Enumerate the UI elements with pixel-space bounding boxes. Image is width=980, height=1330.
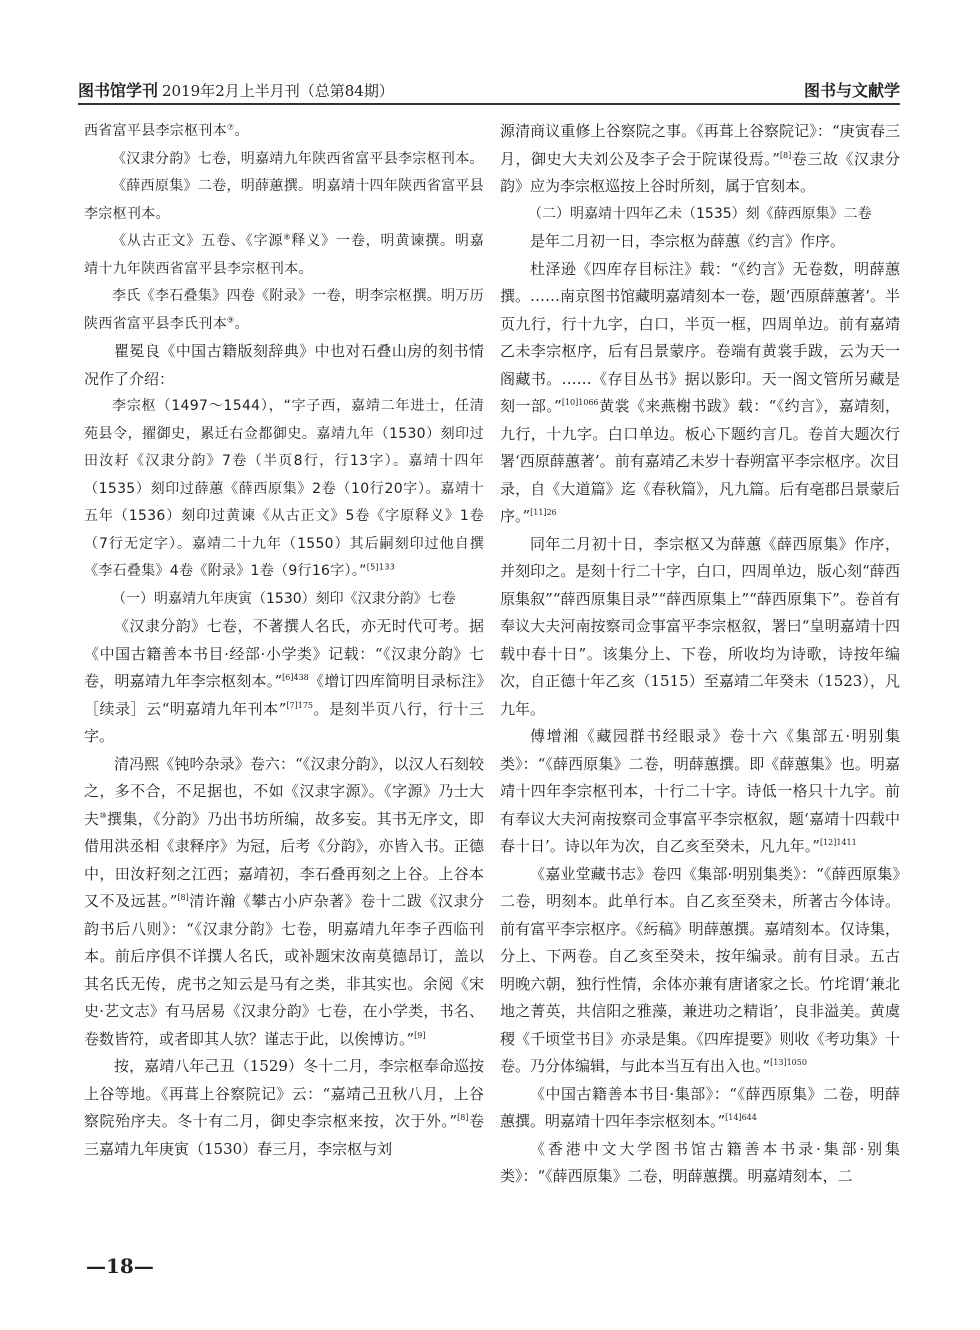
- citation-mark: [7]175: [286, 700, 314, 710]
- citation-mark: ⑧: [283, 232, 292, 242]
- paragraph-text: 李氏《李石叠集》四卷《附录》一卷，明李宗枢撰。明万历陕西省富平县李氏刊本: [84, 288, 484, 332]
- citation-mark: ⑨: [227, 314, 235, 324]
- paragraph-text: 《汉隶分韵》七卷，明嘉靖九年陕西省富平县李宗枢刊本。: [112, 150, 484, 167]
- paragraph-text: 西省富平县李宗枢刊本: [84, 123, 227, 139]
- citation-mark: [12]1411: [819, 838, 857, 847]
- paragraph: [84, 146, 484, 174]
- paragraph-text: 《香港中文大学图书馆古籍善本书录·集部·别集类》：“《薛西原集》二卷，明薛蕙撰。明嘉靖刻本，二: [500, 1139, 900, 1185]
- citation-mark: [8]: [177, 893, 189, 902]
- paragraph-text: 《汉隶分韵》七卷，不著撰人名氏，亦无时代可考。据《中国古籍善本书目·经部·小学类》记载：“《汉隶分韵》七卷，明嘉靖九年李宗枢刻本。”: [84, 617, 484, 690]
- citation-mark: [5]133: [366, 562, 396, 572]
- paragraph: [84, 613, 484, 751]
- paragraph-text: 傅增湘《藏园群书经眼录》卷十六《集部五·明别集类》：“《薛西原集》二卷，明薛蕙撰。即《薛蕙集》也。明嘉靖十四年李宗枢刊本，十行二十字。诗低一格只十九字。前有奉议大夫河南按察司佥事富平李宗枢叙，题‘嘉靖十四载中春十日’。诗以年为次，自乙亥至癸未，凡九年。”: [500, 727, 900, 855]
- paragraph: [84, 228, 484, 283]
- paragraph-text: 《嘉业堂藏书志》卷四《集部·明别集类》：“《薛西原集》二卷，明刻本。此单行本。自乙亥至癸未，所著古今体诗。前有富平李宗枢序。《䊸稿》明薛蕙撰。嘉靖刻本。仅诗集，分上、下两卷。自乙亥至癸未，按年编录。前有目录。五古明晚六朝，独行性情，余体亦兼有唐诸家之长。竹垞谓‘兼北地之菁英，共信阳之雅藻，兼进功之精诣’，良非溢美。黄虞稷《千顷堂书目》亦录是集。《四库提要》则收《考功集》十卷。乃分体编辑，与此本当互有出入也。”: [500, 864, 900, 1075]
- paragraph-text: 。: [234, 315, 249, 332]
- paragraph-text: 《从古正文》五卷、《字源: [112, 233, 284, 249]
- citation-mark: [14]644: [725, 1113, 757, 1122]
- paragraph-text: 。: [234, 123, 249, 139]
- paragraph-text: （二）明嘉靖十四年乙未（1535）刻《薛西原集》二卷: [528, 205, 872, 222]
- paragraph-text: 《中国古籍善本书目·集部》：“《薛西原集》二卷，明薛蕙撰。明嘉靖十四年李宗枢刻本。”: [500, 1084, 900, 1130]
- citation-mark: [6]438: [282, 673, 309, 682]
- paragraph-text: 李宗枢（1497～1544），“字子西，嘉靖二年进士，任清苑县令，擢御史，累迁右佥都御史。嘉靖九年（1530）刻印过田汝耔《汉隶分韵》7卷（半页8行，行13字）。嘉靖十四年（1535）刻印过薛蕙《薛西原集》2卷（10行20字）。嘉靖十五年（1536）刻印过黄谏《从古正文》5卷《字原释义》1卷（7行无定字）。嘉靖二十九年（1550）其后嗣刻印过他自撰《李石叠集》4卷《附录》1卷（9行16字）。”: [84, 398, 484, 579]
- paragraph: [84, 118, 484, 146]
- paragraph: [500, 228, 900, 256]
- paragraph: [500, 1136, 900, 1191]
- citation-mark: [13]1050: [770, 1058, 807, 1067]
- paragraph-text: 释义》一卷，明黄谏撰。明嘉靖十九年陕西省富平县李宗枢刊本。: [84, 233, 484, 277]
- section-title: 图书与文献学: [803, 81, 900, 100]
- citation-mark: [9]: [414, 1030, 426, 1040]
- citation-mark: [10]1066: [561, 398, 599, 407]
- citation-mark: [8]: [779, 150, 792, 160]
- paragraph: [84, 751, 484, 1054]
- citation-mark: ⑩: [99, 810, 107, 820]
- paragraph-text: 卷三故《汉隶分韵》应为李宗枢巡按上谷时所刻，属于官刻本。: [500, 149, 900, 195]
- paragraph-text: 撰集，《分韵》乃出书坊所编，故多妄。其书无序文，即借用洪丞相《隶释序》为冠，后考《分韵》，亦皆入书。正德中，田汝耔刻之江西；嘉靖初，李石叠再刻之上谷。上谷本又不及远甚。”: [84, 809, 484, 910]
- issue-info: 2019年2月上半月刊（总第84期）: [162, 82, 394, 100]
- paragraph: [84, 586, 484, 614]
- citation-mark: [8]: [457, 1113, 469, 1122]
- paragraph: [84, 283, 484, 338]
- paragraph-text: 卷三嘉靖九年庚寅（1530）春三月，李宗枢与刘: [84, 1112, 484, 1158]
- paragraph: [500, 723, 900, 861]
- right-column: [500, 118, 900, 1191]
- running-header: [78, 78, 900, 100]
- paragraph-text: 瞿冕良《中国古籍版刻辞典》中也对石叠山房的刻书情况作了介绍：: [84, 342, 484, 388]
- paragraph: [500, 118, 900, 201]
- paragraph-text: 清许瀚《攀古小庐杂著》卷十二跋《汉隶分韵书后八则》：“《汉隶分韵》七卷，明嘉靖九年李子西临刊本。前后序俱不详撰人名氏，或补题宋汝南莫德昂订，盖以其名氏无传，虎书之知云是马有之类，非其实也。余阅《宋史·艺文志》有马居易《汉隶分韵》七卷，在小学类，书名、卷数皆符，或者即其人欤？谨志于此，以俟博访。”: [84, 892, 484, 1048]
- paragraph: [500, 1081, 900, 1136]
- paragraph-text: 黄裳《来燕榭书跋》载：“《约言》，嘉靖刻，九行，十九字。白口单边。板心下题约言几。卷首大题次行署‘西原薛蕙著’。前有嘉靖乙未岁十春朔富平李宗枢序。次目录，自《大道篇》迄《春秋篇》，凡九篇。后有亳郡吕景蒙后序。”: [500, 397, 901, 525]
- paragraph: [84, 1053, 484, 1163]
- paragraph-text: （一）明嘉靖九年庚寅（1530）刻印《汉隶分韵》七卷: [112, 590, 456, 607]
- paragraph: [500, 256, 900, 531]
- paragraph-text: 《薛西原集》二卷，明薛蕙撰。明嘉靖十四年陕西省富平县李宗枢刊本。: [84, 178, 484, 222]
- paragraph-text: 同年二月初十日，李宗枢又为薛蕙《薛西原集》作序，并刻印之。是刻十行二十字，白口，四周单边，版心刻“薛西原集叙”“薛西原集目录”“薛西原集上”“薛西原集下”。卷首有奉议大夫河南按察司佥事富平李宗枢叙，署曰“皇明嘉靖十四载中春十日”。该集分上、下卷，所收均为诗歌，诗按年编次，自正德十年乙亥（1515）至嘉靖二年癸未（1523），凡九年。: [500, 534, 900, 718]
- citation-mark: ⑦: [227, 122, 235, 132]
- paragraph: [500, 531, 900, 724]
- page-number: —18—: [86, 1254, 154, 1278]
- paragraph-text: 按，嘉靖八年己丑（1529）冬十二月，李宗枢奉命巡按上谷等地。《再葺上谷察院记》云：“嘉靖己丑秋八月，上谷察院殆序夫。冬十有二月，御史李宗枢来按，次于外。”: [84, 1057, 484, 1130]
- paragraph-text: 源清商议重修上谷察院之事。《再葺上谷察院记》：“庚寅春三月，御史大夫刘公及李子会于院谋役焉。”: [500, 122, 900, 168]
- paragraph-text: 《增订四库简明目录标注》［续录］云“明嘉靖九年刊本”: [84, 672, 484, 718]
- journal-header: [78, 78, 394, 101]
- header-rule: [78, 103, 900, 105]
- paragraph-text: 是年二月初一日，李宗枢为薛蕙《约言》作序。: [530, 232, 846, 250]
- paragraph: [500, 861, 900, 1081]
- paragraph: [84, 338, 484, 393]
- paragraph-text: 杜泽逊《四库存目标注》载：“《约言》无卷数，明薛蕙撰。……南京图书馆藏明嘉靖刻本一卷，题‘西原薛蕙著’。半页九行，行十九字，白口，半页一框，四周单边。前有嘉靖乙未李宗枢序，后有吕景蒙序。卷端有黄裳手跋，云为天一阁藏书。……《存目丛书》据以影印。天一阁文管所另藏是刻一部。”: [500, 259, 900, 415]
- paragraph: [84, 173, 484, 228]
- citation-mark: [11]26: [530, 508, 557, 517]
- paragraph-text: 清冯熙《钝吟杂录》卷六：“《汉隶分韵》，以汉人石刻较之，多不合，不足据也，不如《汉隶字源》。《字源》乃士大夫: [84, 754, 484, 828]
- paragraph: [84, 393, 484, 586]
- paragraph: [500, 201, 900, 229]
- journal-title: 图书馆学刊: [78, 81, 159, 100]
- left-column: [84, 118, 484, 1163]
- paragraph-text: 。是刻半页八行，行十三字。: [84, 699, 484, 745]
